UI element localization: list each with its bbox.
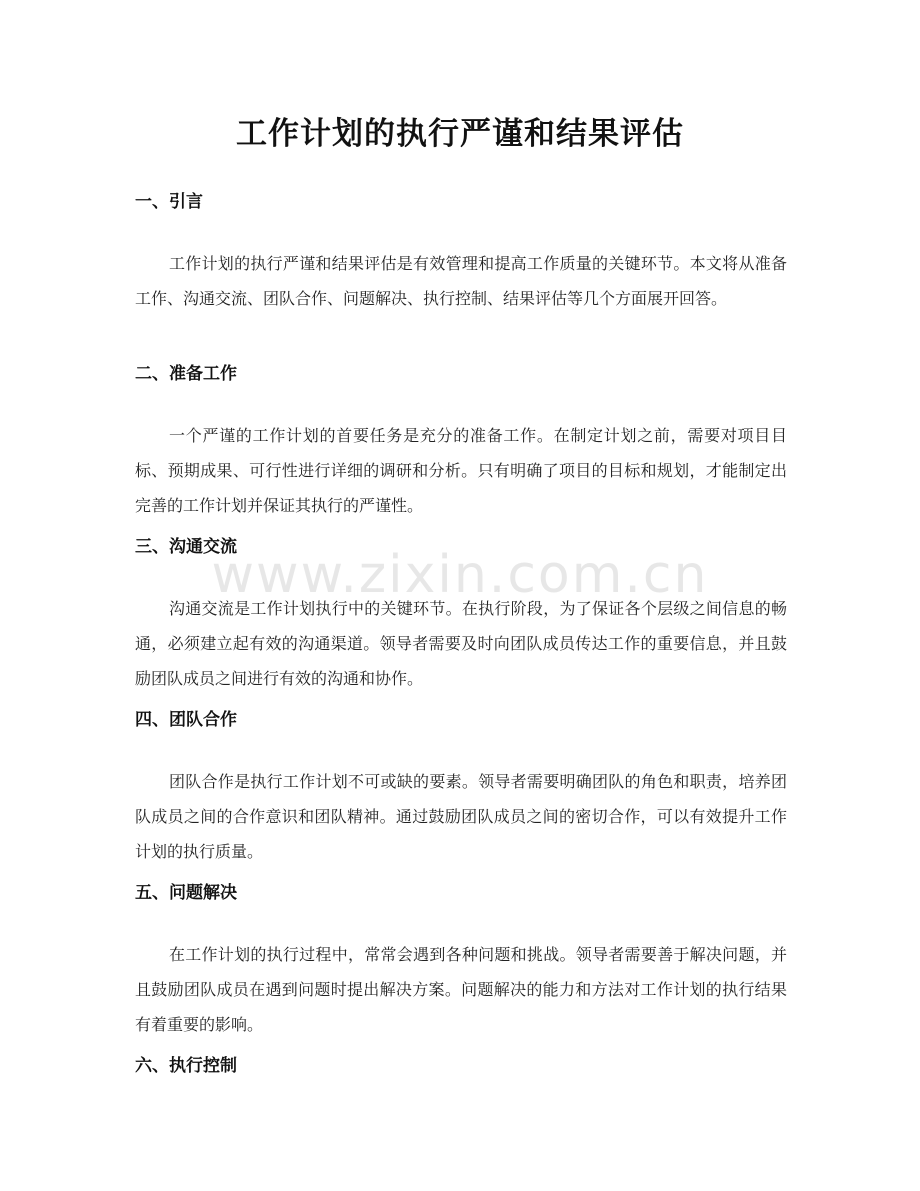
- section-paragraph: 一个严谨的工作计划的首要任务是充分的准备工作。在制定计划之前，需要对项目目标、预期成果、可行性进行详细的调研和分析。只有明确了项目的目标和规划，才能制定出完善的工作计划并保证其执行的严谨性。: [135, 426, 787, 515]
- section-heading: 二、准备工作: [135, 364, 237, 384]
- section-preparation: [135, 362, 787, 523]
- section-heading: 三、沟通交流: [135, 537, 237, 557]
- section-heading: 一、引言: [135, 192, 203, 212]
- document-title: 工作计划的执行严谨和结果评估: [236, 116, 684, 152]
- section-paragraph: 团队合作是执行工作计划不可或缺的要素。领导者需要明确团队的角色和职责，培养团队成员之间的合作意识和团队精神。通过鼓励团队成员之间的密切合作，可以有效提升工作计划的执行质量。: [135, 772, 787, 861]
- section-communication: [135, 535, 787, 696]
- section-heading: 六、执行控制: [135, 1056, 237, 1076]
- section-paragraph: 沟通交流是工作计划执行中的关键环节。在执行阶段，为了保证各个层级之间信息的畅通，必须建立起有效的沟通渠道。领导者需要及时向团队成员传达工作的重要信息，并且鼓励团队成员之间进行有效的沟通和协作。: [135, 599, 787, 688]
- watermark: www.zixin.com.cn: [211, 545, 709, 605]
- section-paragraph: 工作计划的执行严谨和结果评估是有效管理和提高工作质量的关键环节。本文将从准备工作、沟通交流、团队合作、问题解决、执行控制、结果评估等几个方面展开回答。: [135, 254, 787, 308]
- section-execution-control: [135, 1054, 787, 1078]
- section-heading: 五、问题解决: [135, 883, 237, 903]
- section-problem-solving: [135, 881, 787, 1042]
- section-paragraph: 在工作计划的执行过程中，常常会遇到各种问题和挑战。领导者需要善于解决问题，并且鼓励团队成员在遇到问题时提出解决方案。问题解决的能力和方法对工作计划的执行结果有着重要的影响。: [135, 945, 787, 1034]
- section-teamwork: [135, 708, 787, 869]
- section-heading: 四、团队合作: [135, 710, 237, 730]
- section-introduction: [135, 190, 787, 316]
